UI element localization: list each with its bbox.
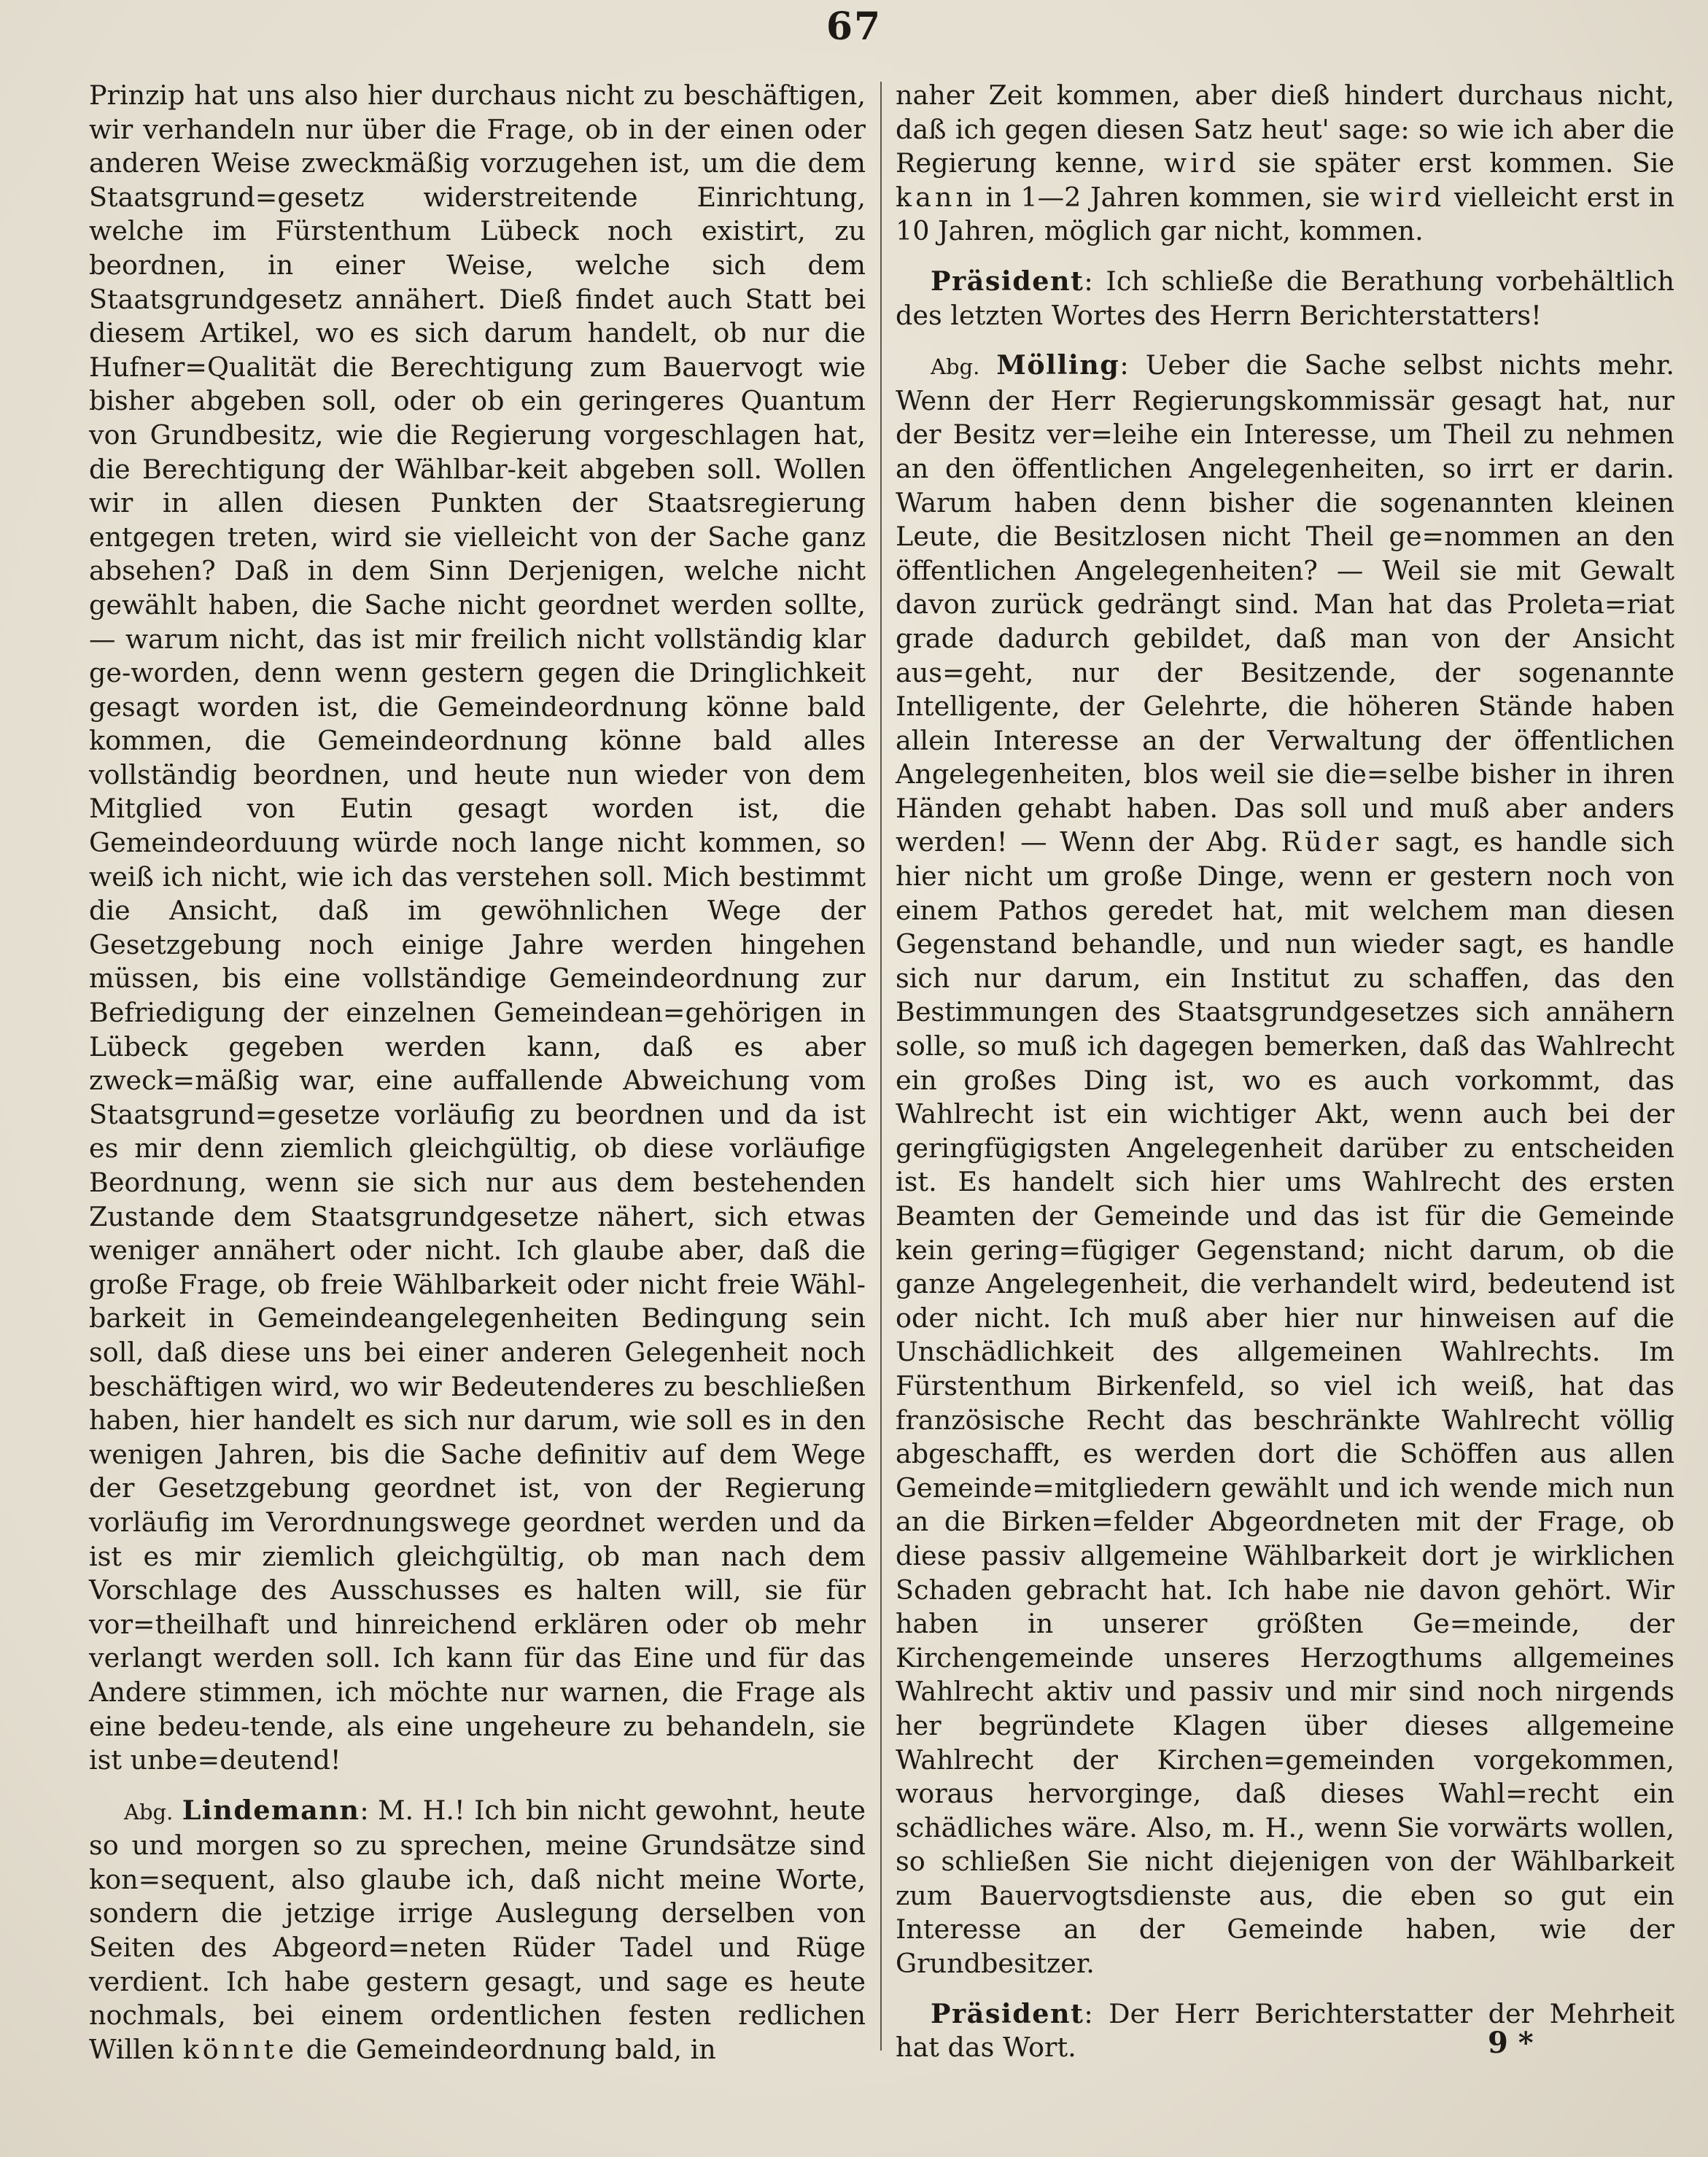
column-divider: [880, 82, 882, 2051]
speech-text-moelling: : Ueber die Sache selbst nichts mehr. Wenn der Herr Regierungskommissär gesagt hat, nur der Besitz ver=leihe ein Interesse, um Theil zu nehmen an den öffentlichen Angelegenheiten, so irrt er darin. Warum haben denn bisher die sogenannten kleinen Leute, die Besitzlosen nicht Theil ge=nommen an den öffentlichen Angelegenheiten? — Weil sie mit Gewalt davon zurück gedrängt sind. Man hat das Proleta=riat grade dadurch gebildet, daß man von der Ansicht aus=geht, nur der Besitzende, der sogenannte Intelligente, der Gelehrte, die höheren Stände haben allein Interesse an der Verwaltung der öffentlichen Angelegenheiten, blos weil sie die=selbe bisher in ihren Händen gehabt haben. Das soll und muß aber anders werden! — Wenn der Abg.: [896, 349, 1674, 858]
paragraph-moelling: [896, 349, 1674, 1981]
left-column: [89, 79, 866, 2067]
text-segment: vielleicht erst in 10 Jahren, möglich gar nicht, kommen.: [896, 181, 1675, 247]
speech-text-lindemann: : M. H.! Ich bin nicht gewohnt, heute so und morgen so zu sprechen, meine Grundsätze sind kon=sequent, also glaube ich, daß nicht meine Worte, sondern die jetzige irrige Auslegung derselben von Seiten des Abgeord=neten Rüder Tadel und Rüge verdient. Ich habe gestern gesagt, und sage es heute nochmals, bei einem ordentlichen festen redlichen Willen: [89, 1794, 866, 2065]
speaker-name-moelling: Mölling: [996, 349, 1120, 381]
text-segment: sie später erst kommen. Sie: [1257, 147, 1674, 179]
emphasis-kann: kann: [896, 181, 977, 213]
abbreviation-abg: Abg.: [124, 1799, 174, 1824]
emphasis-rueder: Rüder: [1281, 826, 1383, 858]
emphasis-koennte: könnte: [182, 2033, 298, 2065]
paragraph-principle-continued: Prinzip hat uns also hier durchaus nicht zu beschäftigen, wir verhandeln nur über die Frage, ob in der einen oder anderen Weise zweckmäßig vorzugehen ist, um die dem Staatsgrund=gesetz widerstreitende Einrichtung, welche im Fürstenthum Lübeck noch existirt, zu beordnen, in einer Weise, welche sich dem Staatsgrundgesetz annähert. Dieß findet auch Statt bei diesem Artikel, wo es sich darum handelt, ob nur die Hufner=Qualität die Berechtigung zum Bauervogt wie bisher abgeben soll, oder ob ein geringeres Quantum von Grundbesitz, wie die Regierung vorgeschlagen hat, die Berechtigung der Wählbar-keit abgeben soll. Wollen wir in allen diesen Punkten der Staatsregierung entgegen treten, wird sie vielleicht von der Sache ganz absehen? Daß in dem Sinn Derjenigen, welche nicht gewählt haben, die Sache nicht geordnet werden sollte, — warum nicht, das ist mir freilich nicht vollständig klar ge-worden, denn wenn gestern gegen die Dringlichkeit gesagt worden ist, die Gemeindeordnung könne bald kommen, die Gemeindeordnung könne bald alles vollständig beordnen, und heute nun wieder von dem Mitglied von Eutin gesagt worden ist, die Gemeindeorduung würde noch lange nicht kommen, so weiß ich nicht, wie ich das verstehen soll. Mich bestimmt die Ansicht, daß im gewöhnlichen Wege der Gesetzgebung noch einige Jahre werden hingehen müssen, bis eine vollständige Gemeindeordnung zur Befriedigung der einzelnen Gemeindean=gehörigen in Lübeck gegeben werden kann, daß es aber zweck=mäßig war, eine auffallende Abweichung vom Staatsgrund=gesetze vorläufig zu beordnen und da ist es mir denn ziemlich gleichgültig, ob diese vorläufige Beordnung, wenn sie sich nur aus dem bestehenden Zustande dem Staatsgrundgesetze nähert, sich etwas weniger annähert oder nicht. Ich glaube aber, daß die große Frage, ob freie Wählbarkeit oder nicht freie Wähl-barkeit in Gemeindeangelegenheiten Bedingung sein soll, daß diese uns bei einer anderen Gelegenheit noch beschäftigen wird, wo wir Bedeutenderes zu beschließen haben, hier handelt es sich nur darum, wie soll es in den wenigen Jahren, bis die Sache definitiv auf dem Wege der Gesetzgebung geordnet ist, von der Regierung vorläufig im Verordnungswege geordnet werden und da ist es mir ziemlich gleichgültig, ob man nach dem Vorschlage des Ausschusses es halten will, sie für vor=theilhaft und hinreichend erklären oder ob mehr verlangt werden soll. Ich kann für das Eine und für das Andere stimmen, ich möchte nur warnen, die Frage als eine bedeu-tende, als eine ungeheure zu behandeln, sie ist unbe=deutend!: [89, 79, 866, 1776]
abbreviation-abg: Abg.: [931, 354, 980, 380]
emphasis-wird: wird: [1163, 147, 1240, 179]
speaker-name-lindemann: Lindemann: [182, 1794, 360, 1826]
emphasis-wird-2: wird: [1369, 181, 1445, 213]
speaker-name-president: Präsident: [931, 265, 1084, 297]
speech-text-president: : Der Herr Berichterstatter der Mehrheit hat das Wort.: [896, 1997, 1674, 2064]
page-number: 67: [826, 4, 882, 49]
text-segment: in 1—2 Jahren kommen, sie: [985, 181, 1360, 213]
speech-text-moelling-continued: sagt, es handle sich hier nicht um große Dinge, wenn er gestern noch von einem Pathos geredet hat, mit welchem man diesen Gegenstand behandle, und nun wieder sagt, es handle sich nur darum, ein Institut zu schaffen, das den Bestimmungen des Staatsgrundgesetzes sich annähern solle, so muß ich dagegen bemerken, daß das Wahlrecht ein großes Ding ist, wo es auch vorkommt, das Wahlrecht ist ein wichtiger Akt, wenn auch bei der geringfügigsten Angelegenheit darüber zu entscheiden ist. Es handelt sich hier ums Wahlrecht des ersten Beamten der Gemeinde und das ist für die Gemeinde kein gering=fügiger Gegenstand; nicht darum, ob die ganze Angelegenheit, die verhandelt wird, bedeutend ist oder nicht. Ich muß aber hier nur hinweisen auf die Unschädlichkeit des allgemeinen Wahlrechts. Im Fürstenthum Birkenfeld, so viel ich weiß, hat das französische Recht das beschränkte Wahlrecht völlig abgeschafft, es werden dort die Schöffen aus allen Gemeinde=mitgliedern gewählt und ich wende mich nun an die Birken=felder Abgeordneten mit der Frage, ob diese passiv allgemeine Wählbarkeit dort je wirklichen Schaden gebracht hat. Ich habe nie davon gehört. Wir haben in unserer größten Ge=meinde, der Kirchengemeinde unseres Herzogthums allgemeines Wahlrecht aktiv und passiv und mir sind noch nirgends her begründete Klagen über dieses allgemeine Wahlrecht der Kirchen=gemeinden vorgekommen, woraus hervorginge, daß dieses Wahl=recht ein schädliches wäre. Also, m. H., wenn Sie vorwärts wollen, so schließen Sie nicht diejenigen von der Wählbarkeit zum Bauervogtsdienste aus, die eben so gut ein Interesse an der Gemeinde haben, wie der Grundbesitzer.: [896, 826, 1674, 1980]
signature-mark: 9 *: [1488, 2026, 1534, 2060]
paragraph-lindemann: [89, 1794, 866, 2067]
speech-text-lindemann-end: die Gemeindeordnung bald, in: [306, 2033, 716, 2065]
speech-text-president: : Ich schließe die Berathung vorbehältlich des letzten Wortes des Herrn Berichterstatters!: [896, 265, 1674, 331]
paragraph-lindemann-continued: [896, 79, 1674, 249]
text-segment: naher Zeit kommen, aber dieß hindert durchaus nicht, daß ich gegen diesen Satz heut' sage: so wie ich aber die Regierung kenne,: [896, 79, 1674, 179]
right-column: [896, 79, 1674, 2065]
paragraph-president-1: [896, 265, 1674, 333]
paragraph-president-2: [896, 1997, 1674, 2065]
speaker-name-president: Präsident: [931, 1997, 1084, 2029]
